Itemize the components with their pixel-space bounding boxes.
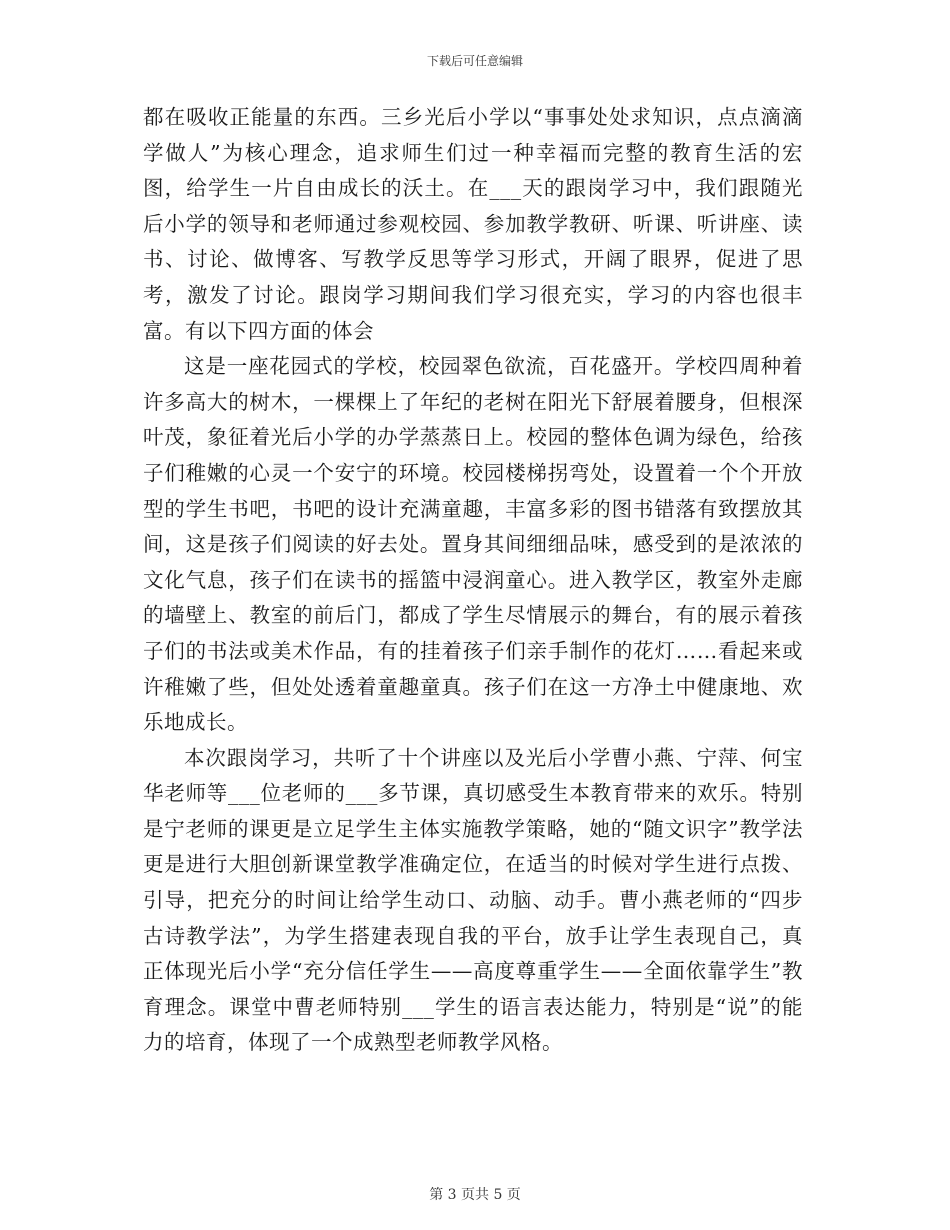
paragraph-3: 本次跟岗学习，共听了十个讲座以及光后小学曹小燕、宁萍、何宝华老师等___位老师的___多节课，真切感受生本教育带来的欢乐。特别是宁老师的课更是立足学生主体实施教学策略，她的“随文识字”教学法更是进行大胆创新课堂教学准确定位，在适当的时候对学生进行点拨、引导，把充分的时间让给学生动口、动脑、动手。曹小燕老师的“四步古诗教学法”，为学生搭建表现自我的平台，放手让学生表现自己，真正体现光后小学“充分信任学生——高度尊重学生——全面依靠学生”教育理念。课堂中曹老师特别___学生的语言表达能力，特别是“说”的能力的培育，体现了一个成熟型老师教学风格。 xyxy=(143,745,803,1055)
paragraph-2: 这是一座花园式的学校，校园翠色欲流，百花盛开。学校四周种着许多高大的树木，一棵棵上了年纪的老树在阳光下舒展着腰身，但根深叶茂，象征着光后小学的办学蒸蒸日上。校园的整体色调为绿色，给孩子们稚嫩的心灵一个安宁的环境。校园楼梯拐弯处，设置着一个个开放型的学生书吧，书吧的设计充满童趣，丰富多彩的图书错落有致摆放其间，这是孩子们阅读的好去处。置身其间细细品味，感受到的是浓浓的文化气息，孩子们在读书的摇篮中浸润童心。进入教学区，教室外走廊的墙壁上、教室的前后门，都成了学生尽情展示的舞台，有的展示着孩子们的书法或美术作品，有的挂着孩子们亲手制作的花灯……看起来或许稚嫩了些，但处处透着童趣童真。孩子们在这一方净土中健康地、欢乐地成长。 xyxy=(143,354,803,735)
document-body xyxy=(143,100,803,1061)
paragraph-1: 都在吸收正能量的东西。三乡光后小学以“事事处处求知识，点点滴滴学做人”为核心理念，追求师生们过一种幸福而完整的教育生活的宏图，给学生一片自由成长的沃土。在___天的跟岗学习中，我们跟随光后小学的领导和老师通过参观校园、参加教学教研、听课、听讲座、读书、讨论、做博客、写教学反思等学习形式，开阔了眼界，促进了思考，激发了讨论。跟岗学习期间我们学习很充实，学习的内容也很丰富。有以下四方面的体会 xyxy=(143,105,803,343)
page-footer: 第 3 页共 5 页 xyxy=(429,1187,521,1203)
page-header: 下载后可任意编辑 xyxy=(426,54,523,68)
